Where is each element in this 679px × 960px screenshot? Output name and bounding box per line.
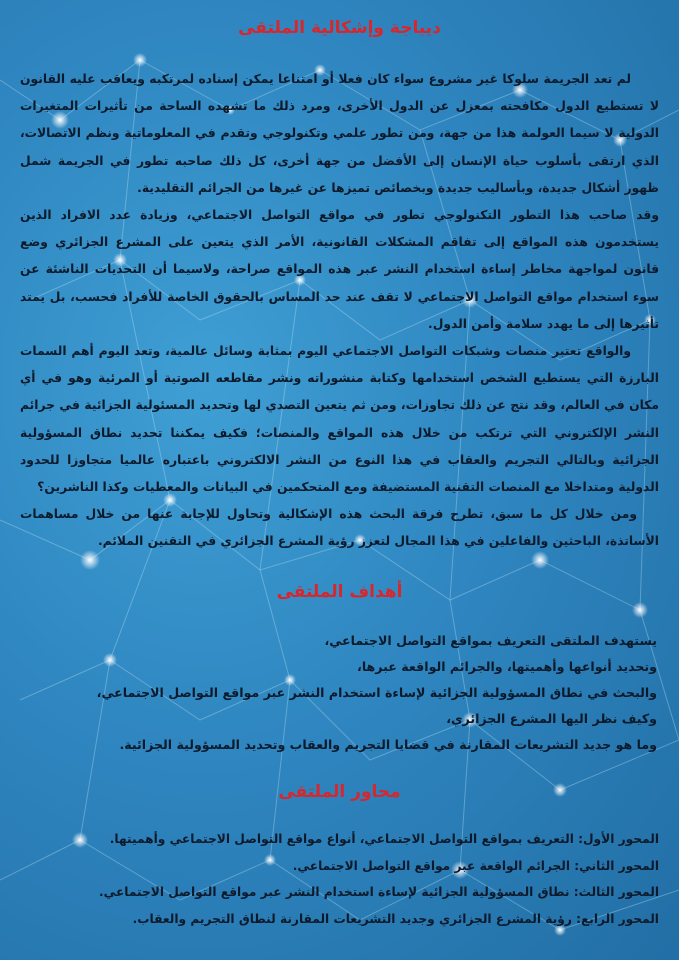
objective-item: والبحث في نطاق المسؤولية الجزائية لإساءة استخدام النشر عبر مواقع التواصل الاجتماعي، bbox=[96, 685, 657, 700]
preamble-paragraph: ومن خلال كل ما سبق، تطرح فرقة البحث هذه الإشكالية وتحاول للإجابة عنها من خلال مساهمات الأساتذة، الباحثين والفاعلين في هذا المجال لتعزز رؤية المشرع الجزائري في التقنين الملائم. bbox=[20, 507, 659, 549]
objective-item: وتحديد أنواعها وأهميتها، والجرائم الواقعة عبرها، bbox=[357, 659, 657, 674]
axes-list bbox=[20, 826, 659, 932]
axis-item: المحور الأول: التعريف بمواقع التواصل الاجتماعي، أنواع مواقع التواصل الاجتماعي وأهميتها. bbox=[109, 832, 659, 846]
preamble-paragraph: وقد صاحب هذا التطور التكنولوجي تطور في مواقع التواصل الاجتماعي، وزيادة عدد الافراد الذين يستخدمون هذه المواقع إلى تفاقم المشكلات القانونية، الأمر الذي يتعين على المشرع الجزائري وضع قانون لمواجهة مخاطر إساءة استخدام النشر عبر هذه المواقع صراحة، ولاسيما أن التحديات الناشئة عن سوء استخدام مواقع التواصل الاجتماعي لا تقف عند حد المساس بالحقوق الخاصة للأفراد فحسب، بل يمتد تأثيرها إلى ما يهدد سلامة وأمن الدول. bbox=[20, 208, 659, 331]
objectives-list bbox=[20, 628, 657, 758]
axis-item: المحور الثالث: نطاق المسؤولية الجزائية لإساءة استخدام النشر عبر مواقع التواصل الاجتماعي. bbox=[99, 885, 659, 899]
objectives-title: أهداف الملتقى bbox=[276, 582, 403, 602]
objective-item: يستهدف الملتقى التعريف بمواقع التواصل الاجتماعي، bbox=[324, 633, 657, 648]
objective-item: وما هو جديد التشريعات المقارنة في قضايا التجريم والعقاب وتحديد المسؤولية الجزائية. bbox=[119, 737, 657, 752]
preamble-title: ديباجة وإشكالية الملتقى bbox=[238, 18, 441, 38]
objective-item: وكيف نظر اليها المشرع الجزائري، bbox=[446, 711, 657, 726]
axes-title: محاور الملتقى bbox=[278, 782, 401, 802]
preamble-paragraph: لم تعد الجريمة سلوكا غير مشروع سواء كان فعلا أو امتناعا يمكن إسناده لمرتكبه ويعاقب عليه القانون لا تستطيع الدول مكافحته بمعزل عن الدول الأخرى، ومرد ذلك ما تشهده الساحة من تأثيرات المتغيرات الدولية لا سيما العولمة هذا من جهة، ومن تطور علمي وتكنولوجي وتقدم في المعلوماتية ونظم الاتصالات، الذي ارتقى بأسلوب حياة الإنسان إلى الأفضل من جهة أخرى، كل ذلك صاحبه تطور في الجريمة شمل ظهور أشكال جديدة، وبأساليب جديدة وبخصائص تميزها عن غيرها من الجرائم التقليدية. bbox=[20, 72, 659, 195]
preamble-paragraph: والواقع تعتبر منصات وشبكات التواصل الاجتماعي اليوم بمثابة وسائل عالمية، وتعد اليوم أهم السمات البارزة التي يستطيع الشخص استخدامها وكتابة منشوراته ونشر مقاطعه الصوتية أو المرئية وهو في أي مكان في العالم، وقد نتج عن ذلك تجاوزات، ومن ثم يتعين التصدي لها وتحديد المسئولية الجزائية في جرائم النشر الإلكتروني التي ترتكب من خلال هذه المواقع والمنصات؛ فكيف يمكننا تحديد نطاق المسؤولية الجزائية وبالتالي التجريم والعقاب في هذا النوع من النشر الالكتروني باعتباره عالميا متجاوزا للحدود الدولية ومتداخلا مع المنصات التقنية المستضيفة ومع المتحكمين في البيانات والمعطيات وكذا الناشرين؟ bbox=[20, 344, 659, 495]
preamble-body bbox=[20, 66, 659, 556]
axis-item: المحور الرابع: رؤية المشرع الجزائري وجديد التشريعات المقارنة لنطاق التجريم والعقاب. bbox=[132, 911, 659, 926]
axis-item: المحور الثاني: الجرائم الواقعة عبر مواقع التواصل الاجتماعي. bbox=[292, 858, 659, 873]
